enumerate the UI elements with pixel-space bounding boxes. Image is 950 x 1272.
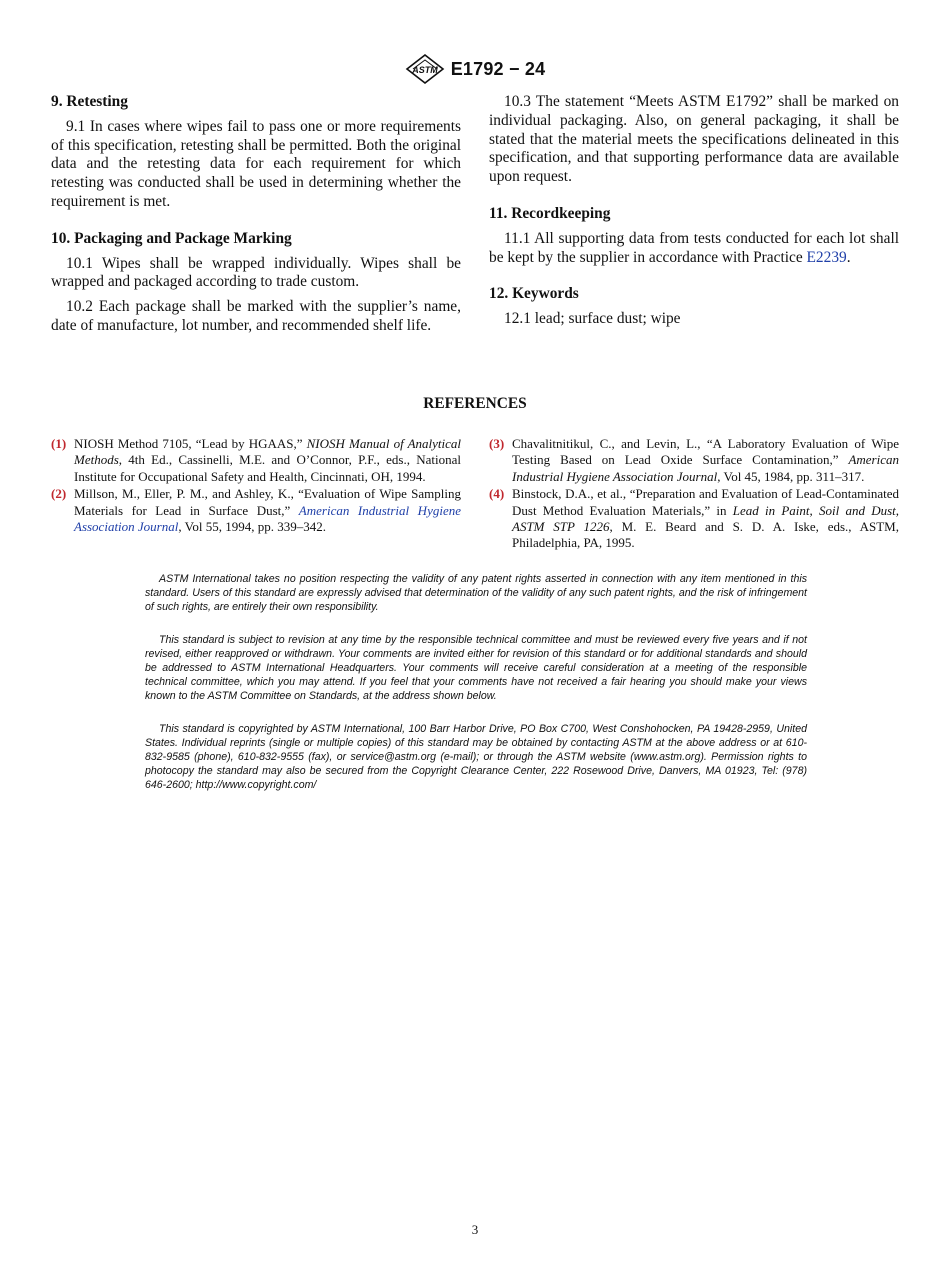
para-9-1: 9.1 In cases where wipes fail to pass one or more requirements of this specification, retesting shall be permitted. Both the original data and the retesting data for each requirement for which retesting was conducted shall be used in determining whether the requirement is met. xyxy=(51,117,461,210)
section-9-heading: 9. Retesting xyxy=(51,93,128,110)
reference-3-body xyxy=(512,436,899,485)
reference-4-number: (4) xyxy=(489,486,505,502)
para-11-1-text: 11.1 All supporting data from tests conducted for each lot shall be kept by the supplier in accordance with Practice xyxy=(489,229,899,266)
reference-4 xyxy=(489,486,899,552)
page-header xyxy=(0,54,950,84)
reference-2-text: Millson, M., Eller, P. M., and Ashley, K., “Evaluation of Wipe Sampling Materials for Lead in Surface Dust,” xyxy=(74,486,461,518)
copyright-notice: This standard is copyrighted by ASTM International, 100 Barr Harbor Drive, PO Box C700, West Conshohocken, PA 19428-2959, United States. Individual reprints (single or multiple copies) of this standard may be obtained by contacting ASTM at the above address or at 610-832-9585 (phone), 610-832-9555 (fax), or service@astm.org (e-mail); or through the ASTM website (www.astm.org). Permission rights to photocopy the standard may also be secured from the Copyright Clearance Center, 222 Rosewood Drive, Danvers, MA 01923, Tel: (978) 646-2600; http://www.copyright.com/ xyxy=(145,723,807,791)
revision-notice: This standard is subject to revision at any time by the responsible technical committee and must be reviewed every five years and if not revised, either reapproved or withdrawn. Your comments are invited either for revision of this standard or for additional standards and should be addressed to ASTM International Headquarters. Your comments will receive careful consideration at a meeting of the responsible technical committee, which you may attend. If you feel that your comments have not received a fair hearing you should make your views known to the ASTM Committee on Standards, at the address shown below. xyxy=(145,634,807,702)
page-number: 3 xyxy=(471,1222,479,1237)
reference-4-text: Binstock, D.A., et al., “Preparation and Evaluation of Lead-Contaminated Dust Method Evaluation Materials,” in xyxy=(512,486,899,518)
standard-designation: E1792 − 24 xyxy=(450,58,546,79)
references-left xyxy=(51,436,461,536)
reference-3-text: Chavalitnitikul, C., and Levin, L., “A Laboratory Evaluation of Wipe Testing Based on Lead Oxide Surface Contamination,” xyxy=(512,436,899,468)
reference-1-text: NIOSH Method 7105, “Lead by HGAAS,” xyxy=(74,436,307,451)
reference-2-journal-link[interactable]: American Industrial Hygiene Association Journal xyxy=(74,502,461,535)
section-11-heading: 11. Recordkeeping xyxy=(489,204,611,222)
reference-1-number: (1) xyxy=(51,436,67,451)
reference-3-number: (3) xyxy=(489,436,505,451)
para-11-1 xyxy=(489,230,899,268)
reference-3-source: American Industrial Hygiene Association Journal xyxy=(512,452,899,484)
reference-2-body xyxy=(74,486,461,535)
patent-notice: ASTM International takes no position respecting the validity of any patent rights asserted in connection with any item mentioned in this standard. Users of this standard are expressly advised that determination of the validity of any such patent rights, and the risk of infringement of such rights, are entirely their own responsibility. xyxy=(145,573,807,613)
reference-2-details: , Vol 55, 1994, pp. 339–342. xyxy=(178,519,326,535)
reference-1-body xyxy=(74,436,461,485)
para-10-2: 10.2 Each package shall be marked with the supplier’s name, date of manufacture, lot number, and recommended shelf life. xyxy=(51,298,461,334)
references-right xyxy=(489,436,899,553)
references-title: REFERENCES xyxy=(423,395,527,412)
reference-2 xyxy=(51,486,461,535)
astm-logo-icon xyxy=(405,54,445,84)
reference-4-body xyxy=(512,486,899,552)
reference-1 xyxy=(51,436,461,485)
practice-e2239-link[interactable]: E2239 xyxy=(806,248,847,266)
right-column xyxy=(489,93,899,335)
reference-3 xyxy=(489,436,899,485)
reference-3-details: , Vol 45, 1984, pp. 311–317. xyxy=(717,468,865,484)
para-10-3: 10.3 The statement “Meets ASTM E1792” shall be marked on individual packaging. Also, on general packaging, it shall be stated that the material meets the specifications delineated in this specification, and that supporting performance data are available upon request. xyxy=(489,93,899,186)
svg-text:ASTM: ASTM xyxy=(411,65,438,75)
section-12-heading: 12. Keywords xyxy=(489,285,579,303)
reference-1-details: , 4th Ed., Cassinelli, M.E. and O’Connor, P.F., eds., National Institute for Occupational Safety and Health, Cincinnati, OH, 1994. xyxy=(74,452,461,484)
left-column xyxy=(51,93,461,342)
reference-4-details: , M. E. Beard and S. D. A. Iske, eds., ASTM, Philadelphia, PA, 1995. xyxy=(512,519,899,551)
para-11-1-end: . xyxy=(846,248,851,266)
section-10-heading: 10. Packaging and Package Marking xyxy=(51,229,292,247)
reference-1-source: NIOSH Manual of Analytical Methods xyxy=(74,436,461,468)
para-12-1: 12.1 lead; surface dust; wipe xyxy=(504,310,681,328)
para-10-1: 10.1 Wipes shall be wrapped individually. Wipes shall be wrapped and packaged according to trade custom. xyxy=(51,254,461,291)
reference-4-source: Lead in Paint, Soil and Dust, ASTM STP 1226 xyxy=(512,502,900,535)
reference-2-number: (2) xyxy=(51,486,67,502)
